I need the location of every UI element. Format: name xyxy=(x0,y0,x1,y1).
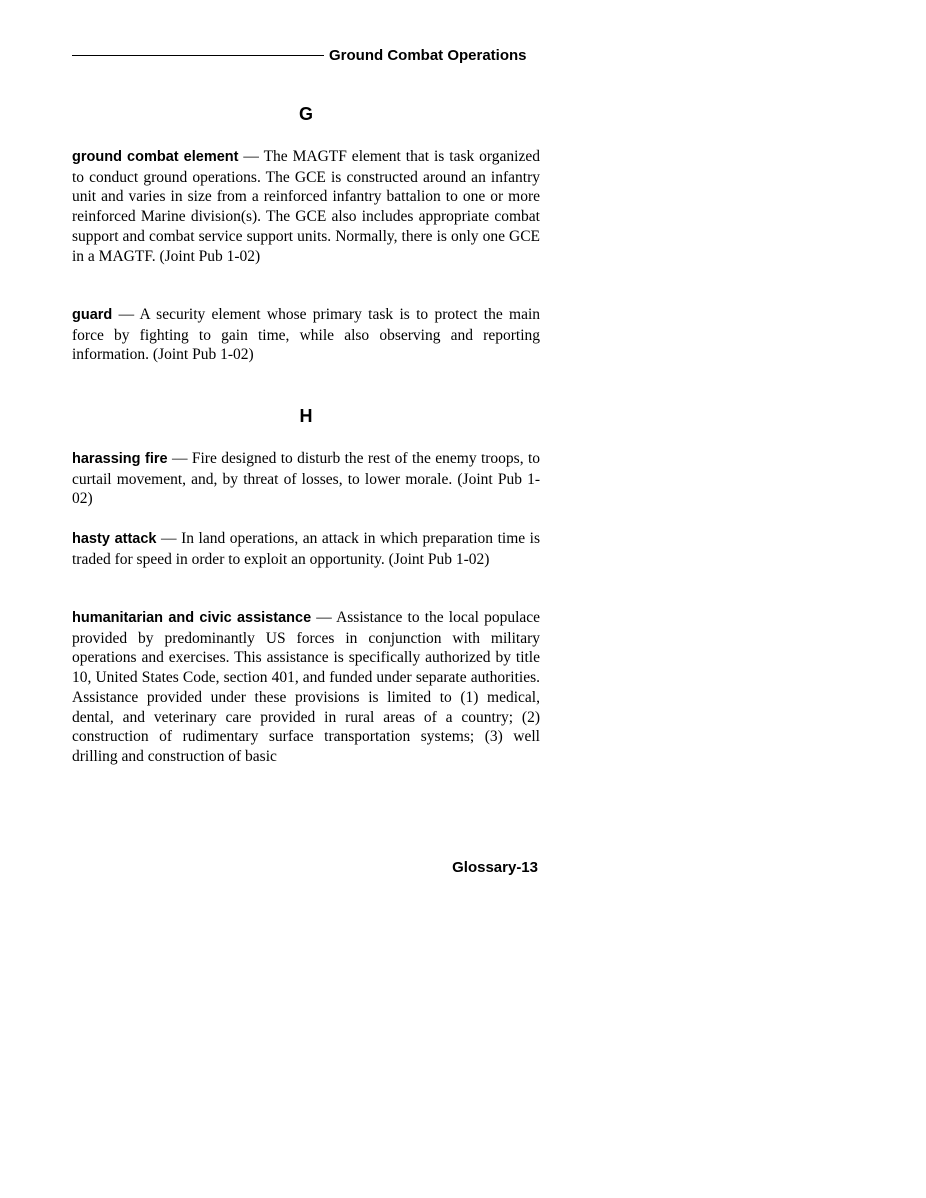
glossary-definition: — A security element whose primary task is to protect the main force by fighting to gain time, while also observing and reporting information. (Joint Pub 1-02) xyxy=(72,306,541,364)
glossary-term: guard xyxy=(72,307,113,323)
running-header-title: Ground Combat Operations xyxy=(329,47,527,64)
glossary-definition: — Fire designed to disturb the rest of the enemy troops, to curtail movement, and, by threat of losses, to lower morale. (Joint Pub 1-02) xyxy=(72,450,541,508)
page-number: Glossary-13 xyxy=(452,859,538,876)
glossary-entry xyxy=(72,608,540,767)
glossary-entry xyxy=(72,147,540,266)
glossary-term: ground combat element xyxy=(72,149,239,165)
glossary-term: hasty attack xyxy=(72,531,157,547)
glossary-entry xyxy=(72,305,540,365)
glossary-definition: — Assistance to the local populace provided by predominantly US forces in conjunction with military operations and exercises. This assistance is specifically authorized by title 10, United States Code, section 401, and funded under separate authorities. Assistance provided under these provisions is limited to (1) medical, dental, and veterinary care provided in rural areas of a country; (2) construction of rudimentary surface transportation systems; (3) well drilling and construction of basic xyxy=(72,609,541,765)
glossary-term: harassing fire xyxy=(72,451,168,467)
glossary-term: humanitarian and civic assistance xyxy=(72,610,312,626)
header-rule xyxy=(72,55,324,56)
glossary-definition: — In land operations, an attack in which preparation time is traded for speed in order to exploit an opportunity. (Joint Pub 1-02) xyxy=(72,530,541,568)
section-letter-g: G xyxy=(298,104,313,124)
section-letter-h: H xyxy=(299,406,313,426)
glossary-entry xyxy=(72,449,540,509)
glossary-entry xyxy=(72,529,540,569)
glossary-definition: — The MAGTF element that is task organized to conduct ground operations. The GCE is constructed around an infantry unit and varies in size from a reinforced infantry battalion to one or more reinforced Marine division(s). The GCE also includes appropriate combat support and combat service support units. Normally, there is only one GCE in a MAGTF. (Joint Pub 1-02) xyxy=(72,148,540,265)
